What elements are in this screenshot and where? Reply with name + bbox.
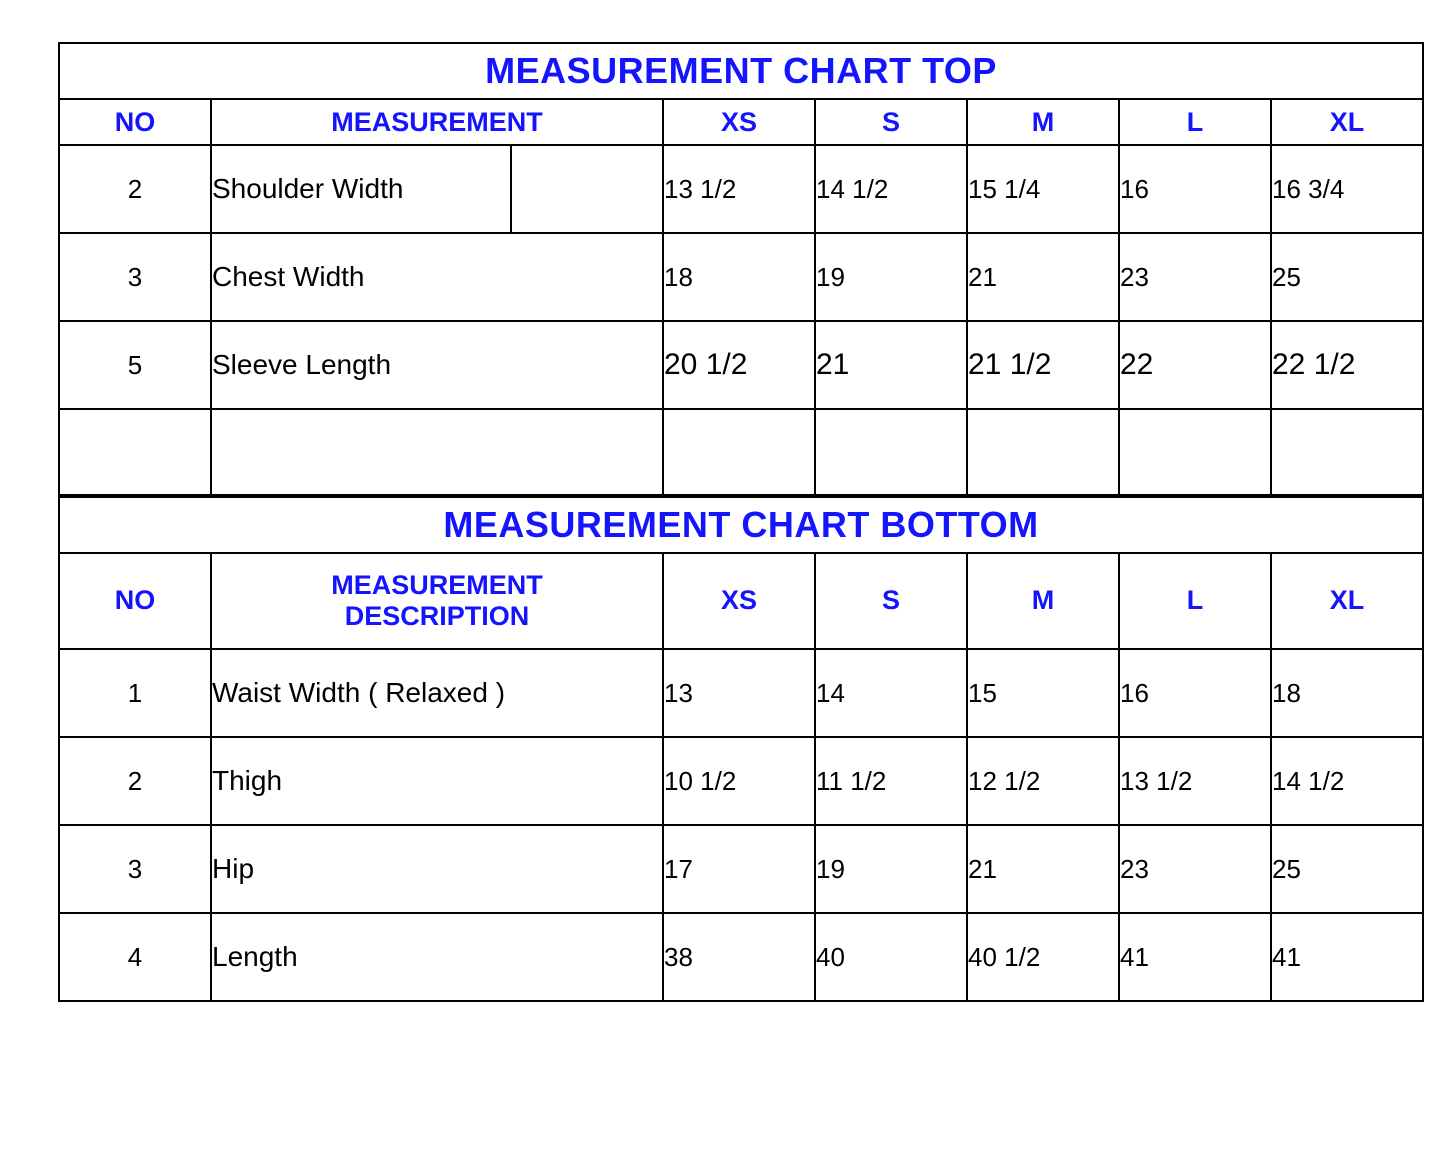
header-xl: XL (1271, 99, 1423, 145)
row-value-xs (663, 409, 815, 495)
header-s: S (815, 99, 967, 145)
header-no: NO (59, 553, 211, 649)
table-row-empty (59, 409, 1423, 495)
row-no: 2 (59, 737, 211, 825)
measurement-chart-bottom-table (58, 496, 1424, 1002)
row-value-xs: 20 1/2 (663, 321, 815, 409)
header-measurement: MEASUREMENT (211, 99, 663, 145)
row-description: Sleeve Length (211, 321, 663, 409)
bottom-chart-title: MEASUREMENT CHART BOTTOM (59, 497, 1423, 553)
header-measurement-description (211, 553, 663, 649)
row-value-s: 19 (815, 233, 967, 321)
header-s: S (815, 553, 967, 649)
row-value-m: 21 (967, 825, 1119, 913)
row-description: Waist Width ( Relaxed ) (211, 649, 663, 737)
table-row (59, 145, 1423, 233)
row-description: Length (211, 913, 663, 1001)
row-value-m: 12 1/2 (967, 737, 1119, 825)
table-row (59, 649, 1423, 737)
header-xl: XL (1271, 553, 1423, 649)
header-l: L (1119, 553, 1271, 649)
row-value-l: 22 (1119, 321, 1271, 409)
row-no: 3 (59, 233, 211, 321)
header-l: L (1119, 99, 1271, 145)
row-value-s: 11 1/2 (815, 737, 967, 825)
table-row (59, 321, 1423, 409)
row-value-l: 23 (1119, 233, 1271, 321)
row-value-xl: 16 3/4 (1271, 145, 1423, 233)
table-header-row (59, 99, 1423, 145)
table-header-row (59, 553, 1423, 649)
row-value-xl: 14 1/2 (1271, 737, 1423, 825)
header-no: NO (59, 99, 211, 145)
top-chart-title: MEASUREMENT CHART TOP (59, 43, 1423, 99)
row-description: Hip (211, 825, 663, 913)
row-value-m: 21 (967, 233, 1119, 321)
row-no: 5 (59, 321, 211, 409)
row-description: Chest Width (211, 233, 663, 321)
row-value-xl (1271, 409, 1423, 495)
row-value-m: 15 1/4 (967, 145, 1119, 233)
table-row (59, 913, 1423, 1001)
row-value-m (967, 409, 1119, 495)
row-value-xs: 17 (663, 825, 815, 913)
row-value-xl: 41 (1271, 913, 1423, 1001)
row-value-xs: 18 (663, 233, 815, 321)
row-value-l (1119, 409, 1271, 495)
row-value-l: 41 (1119, 913, 1271, 1001)
row-value-xl: 25 (1271, 233, 1423, 321)
row-value-s: 14 1/2 (815, 145, 967, 233)
row-value-xl: 25 (1271, 825, 1423, 913)
row-value-xl: 18 (1271, 649, 1423, 737)
header-m: M (967, 99, 1119, 145)
table-title-row (59, 43, 1423, 99)
table-row (59, 233, 1423, 321)
table-row (59, 737, 1423, 825)
row-value-m: 15 (967, 649, 1119, 737)
row-description: Thigh (211, 737, 663, 825)
header-xs: XS (663, 99, 815, 145)
header-measurement-line1: MEASUREMENT (331, 569, 543, 600)
measurement-charts-container (58, 42, 1422, 1002)
row-value-l: 23 (1119, 825, 1271, 913)
row-value-l: 16 (1119, 145, 1271, 233)
row-no: 1 (59, 649, 211, 737)
row-value-s: 19 (815, 825, 967, 913)
row-value-s: 40 (815, 913, 967, 1001)
row-value-s: 21 (815, 321, 967, 409)
row-value-l: 16 (1119, 649, 1271, 737)
row-value-xl: 22 1/2 (1271, 321, 1423, 409)
header-xs: XS (663, 553, 815, 649)
row-no (59, 409, 211, 495)
row-value-s (815, 409, 967, 495)
measurement-chart-top-table (58, 42, 1424, 496)
row-description-text: Shoulder Width (212, 173, 404, 204)
row-value-l: 13 1/2 (1119, 737, 1271, 825)
row-value-xs: 13 (663, 649, 815, 737)
header-measurement-line2: DESCRIPTION (344, 601, 530, 631)
row-no: 3 (59, 825, 211, 913)
row-value-s: 14 (815, 649, 967, 737)
row-value-m: 21 1/2 (967, 321, 1119, 409)
table-row (59, 825, 1423, 913)
table-title-row (59, 497, 1423, 553)
header-m: M (967, 553, 1119, 649)
row-value-xs: 10 1/2 (663, 737, 815, 825)
row-no: 4 (59, 913, 211, 1001)
row-value-xs: 38 (663, 913, 815, 1001)
row-value-m: 40 1/2 (967, 913, 1119, 1001)
row-no: 2 (59, 145, 211, 233)
cell-divider (510, 146, 512, 232)
row-value-xs: 13 1/2 (663, 145, 815, 233)
row-description (211, 409, 663, 495)
row-description (211, 145, 663, 233)
